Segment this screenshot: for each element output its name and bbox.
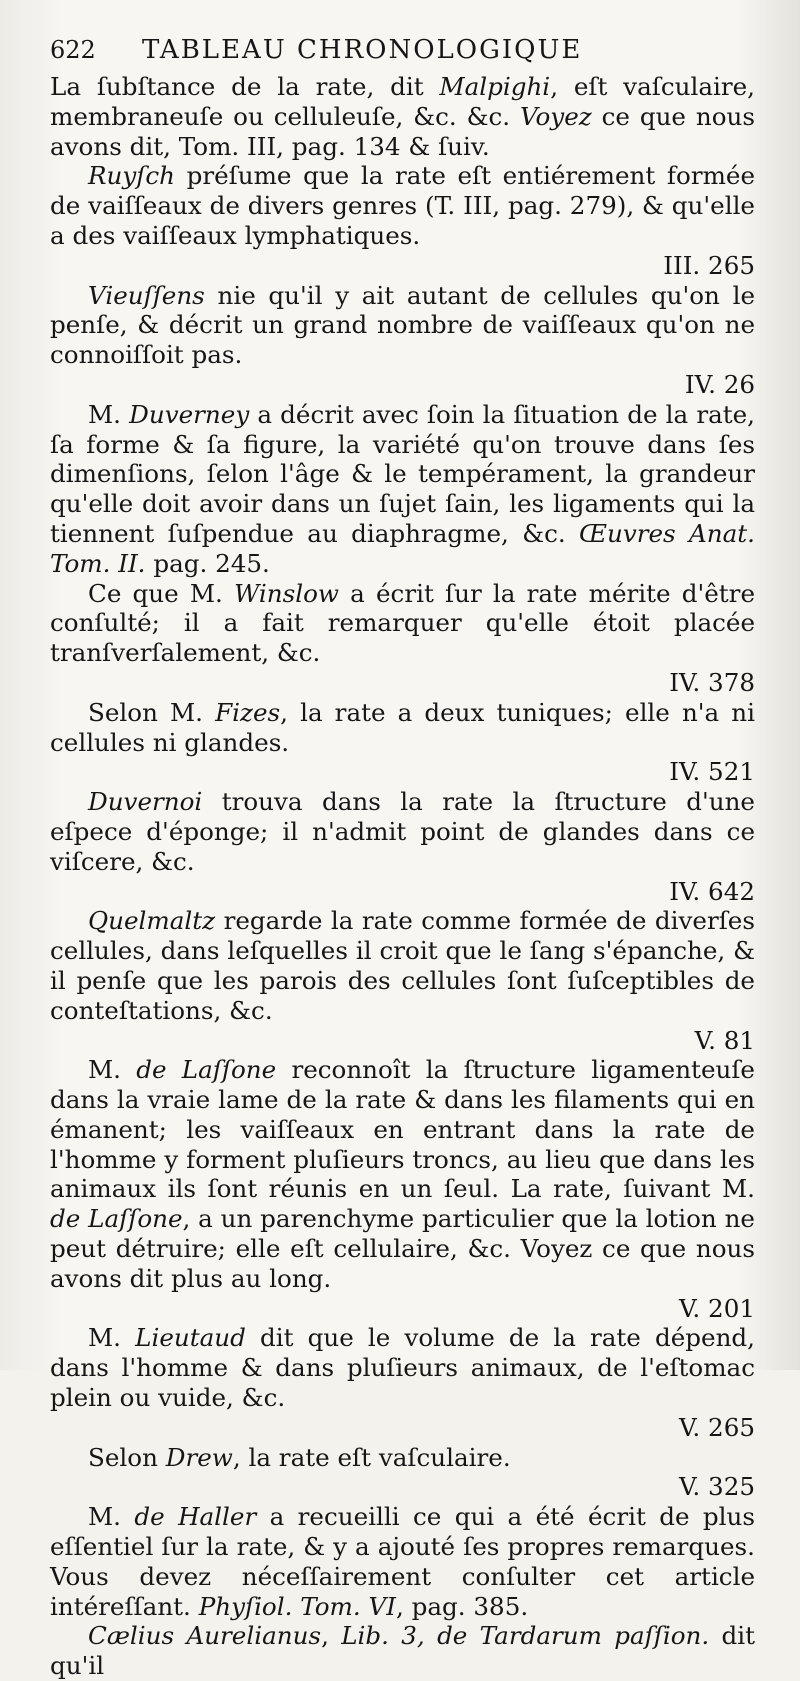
citation-italic: Œuvres Anat. Tom. II.: [50, 518, 755, 578]
author-name: de Laſſone: [136, 1055, 277, 1085]
running-header: [50, 28, 770, 72]
entry-text: trouva dans la rate la ſtructure d'une eſpece d'éponge; il n'admit point de glandes dans ce viſcere, &c.: [50, 787, 755, 876]
entry-paragraph: [50, 1621, 755, 1681]
entry-paragraph: [50, 281, 755, 370]
entry-text: , la rate a deux tuniques; elle n'a ni cellules ni glandes.: [50, 697, 755, 757]
author-name: Quelmaltz: [88, 906, 216, 936]
entry-text: regarde la rate comme formée de diverſes cellules, dans leſquelles il croit que le ſang s'épanche, & il penſe que les parois des cellules ſont ſuſceptibles de conteſtations, &c.: [50, 906, 755, 1025]
entry-text: , pag. 385.: [395, 1591, 529, 1621]
volume-reference-row: [50, 877, 755, 907]
entry-paragraph: [50, 579, 755, 668]
entry-text: dit que le volume de la rate dépend, dans l'homme & dans pluſieurs animaux, de l'eſtomac plein ou vuide, &c.: [50, 1323, 755, 1413]
entry-text: Selon M.: [88, 697, 216, 727]
volume-reference: V. 201: [678, 1293, 755, 1323]
entry-text: Selon: [88, 1442, 166, 1472]
volume-reference: V. 325: [678, 1472, 755, 1502]
author-name: Duvernoi: [88, 787, 203, 817]
entry-text: M.: [88, 1055, 137, 1085]
entry-paragraph: [50, 698, 755, 758]
author-name: Malpighi: [439, 72, 551, 101]
volume-reference-row: [50, 1026, 755, 1056]
entry-text: , la rate eſt vaſculaire.: [232, 1442, 511, 1472]
entry-text: ce que nous avons dit, Tom. III, pag. 134 & ſuiv.: [50, 101, 755, 161]
entry-text: La ſubſtance de la rate, dit: [50, 72, 440, 101]
entry-paragraph: [50, 1502, 755, 1621]
entry-text: a recueilli ce qui a été écrit de plus eſſentiel ſur la rate, & y a ajouté ſes propres remarques. Vous devez néceſſairement conſulter cet article intéreſſant.: [50, 1502, 755, 1621]
entry-text: dit qu'il: [50, 1621, 755, 1681]
entry-paragraph: [50, 787, 755, 876]
entry-text: a écrit ſur la rate mérite d'être conſulté; il a fait remarquer qu'elle étoit placée tranſverſalement, &c.: [50, 578, 755, 668]
volume-reference-row: [50, 668, 755, 698]
entry-paragraph: [50, 1323, 755, 1412]
citation-italic: Phyſiol. Tom. VI: [198, 1591, 396, 1621]
entry-text: M.: [88, 399, 130, 429]
entry-paragraph: [50, 1443, 755, 1473]
entry-paragraph: [50, 1055, 755, 1293]
entry-text: pag. 245.: [145, 548, 270, 578]
volume-reference-row: [50, 251, 755, 281]
entry-paragraph: [50, 906, 755, 1025]
author-name: Ruyſch: [88, 161, 175, 191]
volume-reference-row: [50, 757, 755, 787]
volume-reference: V. 81: [694, 1025, 755, 1055]
volume-reference: IV. 642: [669, 876, 755, 906]
entry-text: préſume que la rate eſt entiérement formée de vaiſſeaux de divers genres (T. III, pag. 279), & qu'elle a des vaiſſeaux lymphatiques.: [50, 161, 755, 250]
citation-italic: Lib. 3, de Tardarum paſſion.: [341, 1621, 710, 1651]
volume-reference-row: [50, 1294, 755, 1324]
entry-text: , a un parenchyme particulier que la lotion ne peut détruire; elle eſt cellulaire, &c. Voyez ce que nous avons dit plus au long.: [50, 1204, 755, 1293]
citation-italic: Voyez: [520, 101, 592, 131]
volume-reference: IV. 26: [684, 369, 755, 399]
entry-text: reconnoît la ſtructure ligamenteuſe dans la vraie lame de la rate & dans les filaments qui en émanent; les vaiſſeaux en entrant dans la rate de l'homme y forment pluſieurs troncs, au lieu que dans les animaux ils ſont réunis en un ſeul. La rate, ſuivant M.: [50, 1055, 755, 1204]
author-name: Winslow: [234, 578, 339, 608]
entry-paragraph: [50, 161, 755, 250]
author-name: de Haller: [134, 1502, 257, 1532]
entry-text: Ce que M.: [88, 578, 235, 608]
entry-paragraph: [50, 400, 755, 579]
volume-reference-row: [50, 1413, 755, 1443]
author-name: Vieuſſens: [88, 280, 205, 310]
volume-reference: IV. 521: [669, 757, 755, 787]
entry-text: nie qu'il y ait autant de cellules qu'on le penſe, & décrit un grand nombre de vaiſſeaux qu'on ne connoiſſoit pas.: [50, 280, 755, 370]
citation-italic: de Laſſone: [50, 1204, 183, 1234]
page-title: TABLEAU CHRONOLOGIQUE: [142, 35, 583, 65]
volume-reference-row: [50, 370, 755, 400]
volume-reference: IV. 378: [669, 667, 755, 697]
entry-text: M.: [88, 1323, 136, 1353]
page-number: 622: [50, 36, 96, 64]
author-name: Duverney: [129, 399, 250, 429]
entry-text: M.: [88, 1502, 135, 1532]
entry-text: a décrit avec ſoin la ſituation de la rate, ſa forme & ſa figure, la variété qu'on trouve dans ſes dimenſions, ſelon l'âge & le tempérament, la grandeur qu'elle doit avoir dans un ſujet ſain, les ligaments qui la tiennent ſuſpendue au diaphragme, &c.: [50, 399, 756, 548]
volume-reference: III. 265: [663, 250, 755, 280]
entry-text: , eſt vaſculaire, membraneuſe ou celluleuſe, &c. &c.: [50, 72, 755, 131]
entry-paragraph: [50, 72, 755, 161]
page-body: [50, 72, 755, 1681]
author-name: Cælius Aurelianus: [88, 1621, 322, 1651]
author-name: Drew: [165, 1442, 233, 1472]
volume-reference-row: [50, 1472, 755, 1502]
entry-text: ,: [321, 1621, 342, 1651]
author-name: Lieutaud: [135, 1323, 246, 1353]
author-name: Fizes: [215, 697, 281, 727]
volume-reference: V. 265: [678, 1412, 755, 1442]
